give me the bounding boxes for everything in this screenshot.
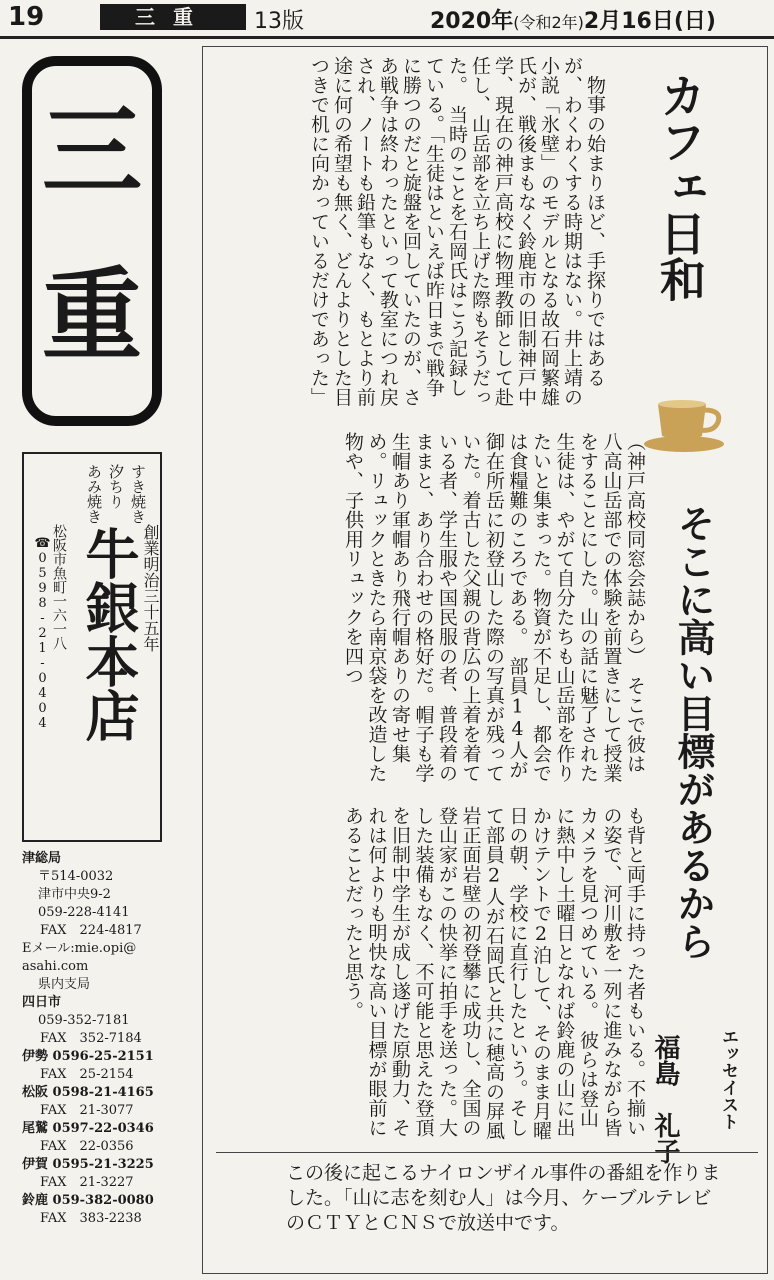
- column-name: カフェ日和: [653, 72, 707, 302]
- author-note: [216, 1152, 758, 1268]
- bureau-line: 鈴鹿 059-382-0080: [22, 1193, 154, 1208]
- bureau-line: FAX 224-4817: [40, 923, 142, 938]
- ad-phone: ☎0598-21-0404: [35, 536, 50, 731]
- advertisement: [22, 452, 162, 842]
- page-header: [0, 0, 774, 39]
- article-body-block-1: [226, 56, 606, 416]
- bureau-line: FAX 383-2238: [40, 1211, 142, 1226]
- bureau-line: 四日市: [22, 995, 62, 1010]
- bureau-line: FAX 21-3227: [40, 1175, 134, 1190]
- edition-label: 13版: [254, 9, 304, 34]
- ad-menu-item: すき焼き: [129, 464, 147, 524]
- bureau-line: Eメール:mie.opi@: [22, 941, 137, 956]
- prefecture-char-2: 重: [42, 257, 142, 374]
- article-headline: そこに高い目標があるから: [671, 504, 716, 960]
- prefecture-title-box: [22, 56, 162, 426]
- byline-name: 福島 礼子: [650, 1034, 680, 1164]
- bureau-line: 県内支局: [38, 977, 91, 992]
- ad-menu-item: 汐ちり: [107, 464, 125, 509]
- bureau-line: FAX 22-0356: [40, 1139, 134, 1154]
- article-paragraph: 物事の始まりほど、手探りではあるが、わくわくする時期はない。井上靖の小説「氷壁」のモデルとなる故石岡繁雄氏が、戦後まもなく鈴鹿市の旧制神戸中学、現在の神戸高校に物理教師として赴任し、山岳部を立ち上げた際もそうだった。 当時のことを石岡氏はこう記録している。「生徒はといえば昨日まで戦争に勝つのだと旋盤を回していたのが、さあ戦争は終わったといって教室につれ戻され、ノートも鉛筆もなく、もとより前途に何の希望も無く、どんよりとした目つきで机に向かっているだけであった」: [308, 56, 606, 407]
- ad-shop-name: 牛銀本店: [77, 526, 141, 742]
- page-number: 19: [8, 2, 45, 32]
- ad-menu-item: あみ焼き: [85, 464, 103, 524]
- article-paragraph: （神戸高校同窓会誌から） そこで彼は八高山岳部での体験を前置きにして授業をすることにした。山の話に魅了された生徒は、やがて自分たちも山岳部を作りたいと集まった。物資が不足し、都会では食糧難のころである。 部員14人が御在所岳に初登山した際の写真が残っていた。着古した父親の背広の上着を着ている者、学生服や国民服の者、普段着のままと、あり合わせの格好だ。帽子も学生帽あり軍帽あり飛行帽ありの寄せ集め。リュックときたら南京袋を改造した物や、子供用リュックを四つ: [342, 432, 646, 783]
- bureau-contacts: [22, 850, 182, 1228]
- date-year: 2020年: [430, 9, 514, 34]
- bureau-line: FAX 352-7184: [40, 1031, 142, 1046]
- bureau-line: 伊勢 0596-25-2151: [22, 1049, 154, 1064]
- coffee-cup-icon: [642, 392, 734, 456]
- bureau-line: 津総局: [22, 851, 62, 866]
- bureau-line: 〒514-0032: [38, 869, 114, 884]
- byline-role: エッセイスト: [718, 1028, 738, 1130]
- author-note-text: この後に起こるナイロンザイル事件の番組を作りました。「山に志を刻む人」は今月、ケーブルテレビのＣＴＹとＣＮＳで放送中です。: [286, 1162, 721, 1234]
- article-paragraph: も背と両手に持った者もいる。不揃いの姿で、河川敷を一列に進みながら皆カメラを見つめている。 彼らは登山に熱中し土曜日となれば鈴鹿の山に出かけテントで2泊して、そのまま月曜日の朝、学校に直行したという。そして部員2人が石岡氏と共に穂高の屏風岩正面岩壁の初登攀に成功し、全国の登山家がこの快挙に拍手を送った。大した装備もなく、不可能と思えた登頂を旧制中学生が成し遂げた原動力、それは何よりも明快な高い目標が眼前にあることだったと思う。: [342, 806, 646, 1141]
- bureau-line: 津市中央9-2: [38, 887, 111, 902]
- bureau-line: 松阪 0598-21-4165: [22, 1085, 154, 1100]
- section-tag: 三重: [100, 4, 246, 30]
- article-body-block-2: [226, 432, 646, 790]
- article-body-block-3: [226, 806, 646, 1142]
- bureau-line: 尾鷲 0597-22-0346: [22, 1121, 154, 1136]
- bureau-line: FAX 21-3077: [40, 1103, 134, 1118]
- bureau-line: 059-352-7181: [38, 1013, 130, 1028]
- bureau-line: asahi.com: [22, 959, 89, 974]
- ad-address: 松阪市魚町一六一八: [51, 524, 67, 650]
- bureau-line: 伊賀 0595-21-3225: [22, 1157, 154, 1172]
- date-day: 2月16日(日): [583, 9, 716, 34]
- bureau-line: FAX 25-2154: [40, 1067, 134, 1082]
- bureau-line: 059-228-4141: [38, 905, 130, 920]
- prefecture-char-1: 三: [42, 93, 142, 210]
- date-era: (令和2年): [513, 13, 584, 32]
- ad-established: 創業明治三十五年: [141, 524, 160, 652]
- issue-date: [430, 4, 716, 35]
